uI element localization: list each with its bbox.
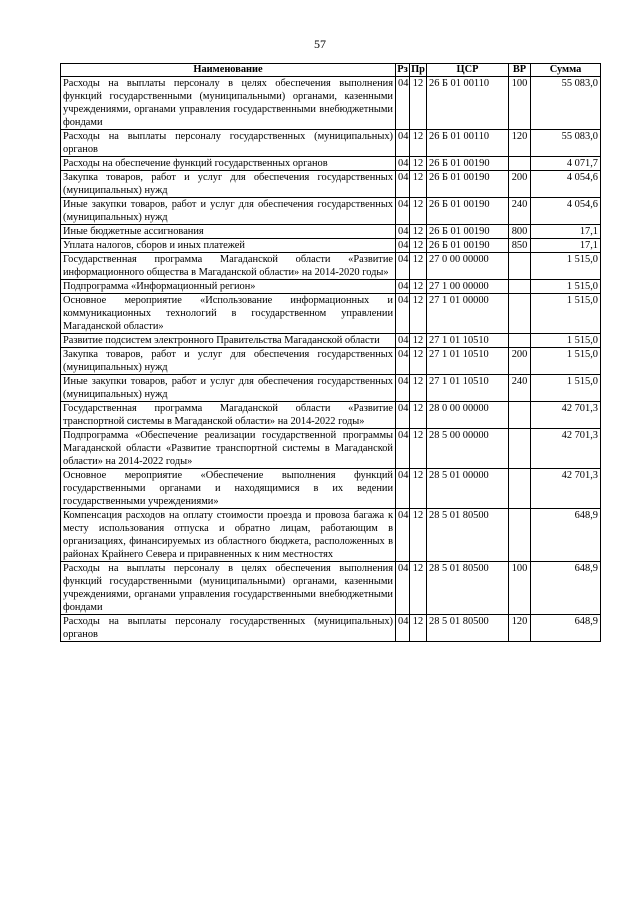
table-row <box>61 130 601 157</box>
cell-csr: 28 5 01 80500 <box>427 562 509 615</box>
cell-csr: 27 1 01 00000 <box>427 294 509 334</box>
table-row <box>61 294 601 334</box>
cell-rz: 04 <box>396 225 410 239</box>
cell-rz: 04 <box>396 239 410 253</box>
cell-vr: 200 <box>509 171 531 198</box>
cell-vr: 850 <box>509 239 531 253</box>
cell-csr: 26 Б 01 00110 <box>427 130 509 157</box>
budget-table <box>60 63 601 642</box>
cell-sum: 4 054,6 <box>531 171 601 198</box>
cell-csr: 28 5 01 80500 <box>427 615 509 642</box>
header-pr: Пр <box>411 64 425 75</box>
cell-csr: 27 1 01 10510 <box>427 348 509 375</box>
cell-rz: 04 <box>396 562 410 615</box>
cell-vr <box>509 280 531 294</box>
header-name: Наименование <box>61 64 396 77</box>
cell-rz: 04 <box>396 509 410 562</box>
cell-pr: 12 <box>410 402 427 429</box>
cell-sum: 1 515,0 <box>531 334 601 348</box>
table-row <box>61 469 601 509</box>
cell-vr: 100 <box>509 77 531 130</box>
cell-sum: 42 701,3 <box>531 402 601 429</box>
cell-vr: 120 <box>509 615 531 642</box>
table-row <box>61 171 601 198</box>
cell-vr <box>509 253 531 280</box>
cell-csr: 27 1 01 10510 <box>427 334 509 348</box>
cell-vr: 240 <box>509 198 531 225</box>
cell-rz: 04 <box>396 469 410 509</box>
cell-pr: 12 <box>410 469 427 509</box>
cell-sum: 1 515,0 <box>531 348 601 375</box>
table-row <box>61 615 601 642</box>
cell-csr: 27 0 00 00000 <box>427 253 509 280</box>
cell-name: Закупка товаров, работ и услуг для обеспечения государственных (муниципальных) нужд <box>61 348 396 375</box>
page-number: 57 <box>314 37 326 51</box>
cell-pr: 12 <box>410 171 427 198</box>
cell-vr: 120 <box>509 130 531 157</box>
header-csr: ЦСР <box>427 64 509 77</box>
header-rz: Рз <box>397 64 408 75</box>
cell-pr: 12 <box>410 253 427 280</box>
cell-rz: 04 <box>396 280 410 294</box>
cell-sum: 55 083,0 <box>531 130 601 157</box>
cell-vr: 100 <box>509 562 531 615</box>
cell-name: Расходы на выплаты персоналу в целях обеспечения выполнения функций государственными (муниципальными) органами, казенными учреждениями, органами управления государственными внебюджетными фондами <box>61 562 396 615</box>
cell-name: Иные бюджетные ассигнования <box>61 225 396 239</box>
cell-name: Иные закупки товаров, работ и услуг для обеспечения государственных (муниципальных) нужд <box>61 198 396 225</box>
table-row <box>61 198 601 225</box>
cell-csr: 27 1 00 00000 <box>427 280 509 294</box>
cell-sum: 648,9 <box>531 615 601 642</box>
table-row <box>61 334 601 348</box>
cell-pr: 12 <box>410 198 427 225</box>
table-row <box>61 77 601 130</box>
cell-rz: 04 <box>396 375 410 402</box>
cell-name: Основное мероприятие «Использование информационных и коммуникационных технологий в государственном управлении Магаданской области» <box>61 294 396 334</box>
cell-rz: 04 <box>396 198 410 225</box>
cell-sum: 1 515,0 <box>531 253 601 280</box>
cell-pr: 12 <box>410 280 427 294</box>
cell-name: Основное мероприятие «Обеспечение выполнения функций государственными органами и находящимися в их ведении государственными учреждениями» <box>61 469 396 509</box>
table-header-row <box>61 64 601 77</box>
table-row <box>61 375 601 402</box>
cell-sum: 42 701,3 <box>531 429 601 469</box>
cell-vr: 200 <box>509 348 531 375</box>
table-row <box>61 402 601 429</box>
cell-csr: 28 5 01 00000 <box>427 469 509 509</box>
table-row <box>61 562 601 615</box>
header-vr: ВР <box>509 64 531 77</box>
table-row <box>61 157 601 171</box>
cell-pr: 12 <box>410 294 427 334</box>
cell-rz: 04 <box>396 294 410 334</box>
cell-sum: 4 054,6 <box>531 198 601 225</box>
cell-rz: 04 <box>396 157 410 171</box>
cell-csr: 27 1 01 10510 <box>427 375 509 402</box>
cell-pr: 12 <box>410 429 427 469</box>
cell-csr: 26 Б 01 00190 <box>427 239 509 253</box>
cell-name: Государственная программа Магаданской области «Развитие транспортной системы в Магаданской области» на 2014-2022 годы» <box>61 402 396 429</box>
cell-rz: 04 <box>396 334 410 348</box>
cell-csr: 28 5 00 00000 <box>427 429 509 469</box>
table-body <box>61 77 601 642</box>
cell-pr: 12 <box>410 130 427 157</box>
cell-rz: 04 <box>396 348 410 375</box>
cell-pr: 12 <box>410 157 427 171</box>
cell-name: Расходы на обеспечение функций государственных органов <box>61 157 396 171</box>
cell-sum: 648,9 <box>531 509 601 562</box>
cell-rz: 04 <box>396 171 410 198</box>
table-row <box>61 253 601 280</box>
cell-sum: 1 515,0 <box>531 294 601 334</box>
table-row <box>61 225 601 239</box>
cell-vr <box>509 509 531 562</box>
cell-csr: 28 5 01 80500 <box>427 509 509 562</box>
cell-rz: 04 <box>396 253 410 280</box>
cell-vr <box>509 402 531 429</box>
cell-sum: 4 071,7 <box>531 157 601 171</box>
cell-csr: 28 0 00 00000 <box>427 402 509 429</box>
cell-name: Иные закупки товаров, работ и услуг для обеспечения государственных (муниципальных) нужд <box>61 375 396 402</box>
cell-vr <box>509 429 531 469</box>
cell-sum: 17,1 <box>531 225 601 239</box>
cell-csr: 26 Б 01 00190 <box>427 171 509 198</box>
cell-csr: 26 Б 01 00110 <box>427 77 509 130</box>
table-row <box>61 280 601 294</box>
cell-vr <box>509 294 531 334</box>
cell-name: Подпрограмма «Обеспечение реализации государственной программы Магаданской области «Развитие транспортной системы в Магаданской области» на 2014-2022 годы» <box>61 429 396 469</box>
cell-csr: 26 Б 01 00190 <box>427 225 509 239</box>
table-row <box>61 509 601 562</box>
table-row <box>61 348 601 375</box>
cell-pr: 12 <box>410 239 427 253</box>
table-row <box>61 239 601 253</box>
cell-name: Расходы на выплаты персоналу государственных (муниципальных) органов <box>61 130 396 157</box>
cell-pr: 12 <box>410 348 427 375</box>
cell-rz: 04 <box>396 77 410 130</box>
table-row <box>61 429 601 469</box>
cell-rz: 04 <box>396 429 410 469</box>
cell-pr: 12 <box>410 509 427 562</box>
cell-name: Компенсация расходов на оплату стоимости проезда и провоза багажа к месту использования отпуска и обратно лицам, работающим в организациях, финансируемых из областного бюджета, расположенных в районах Крайнего Севера и приравненных к ним местностях <box>61 509 396 562</box>
cell-pr: 12 <box>410 615 427 642</box>
cell-pr: 12 <box>410 562 427 615</box>
cell-vr: 240 <box>509 375 531 402</box>
cell-name: Подпрограмма «Информационный регион» <box>61 280 396 294</box>
cell-sum: 42 701,3 <box>531 469 601 509</box>
cell-vr <box>509 157 531 171</box>
cell-sum: 648,9 <box>531 562 601 615</box>
cell-pr: 12 <box>410 334 427 348</box>
cell-name: Расходы на выплаты персоналу в целях обеспечения выполнения функций государственными (муниципальными) органами, казенными учреждениями, органами управления государственными внебюджетными фондами <box>61 77 396 130</box>
cell-vr <box>509 334 531 348</box>
cell-name: Уплата налогов, сборов и иных платежей <box>61 239 396 253</box>
cell-sum: 1 515,0 <box>531 280 601 294</box>
cell-csr: 26 Б 01 00190 <box>427 157 509 171</box>
cell-name: Закупка товаров, работ и услуг для обеспечения государственных (муниципальных) нужд <box>61 171 396 198</box>
cell-sum: 55 083,0 <box>531 77 601 130</box>
cell-sum: 17,1 <box>531 239 601 253</box>
cell-vr: 800 <box>509 225 531 239</box>
cell-sum: 1 515,0 <box>531 375 601 402</box>
cell-pr: 12 <box>410 77 427 130</box>
cell-name: Государственная программа Магаданской области «Развитие информационного общества в Магаданской области» на 2014-2020 годы» <box>61 253 396 280</box>
cell-name: Развитие подсистем электронного Правительства Магаданской области <box>61 334 396 348</box>
header-sum: Сумма <box>531 64 601 77</box>
cell-rz: 04 <box>396 615 410 642</box>
cell-rz: 04 <box>396 402 410 429</box>
cell-rz: 04 <box>396 130 410 157</box>
cell-vr <box>509 469 531 509</box>
cell-pr: 12 <box>410 225 427 239</box>
cell-csr: 26 Б 01 00190 <box>427 198 509 225</box>
cell-pr: 12 <box>410 375 427 402</box>
cell-name: Расходы на выплаты персоналу государственных (муниципальных) органов <box>61 615 396 642</box>
